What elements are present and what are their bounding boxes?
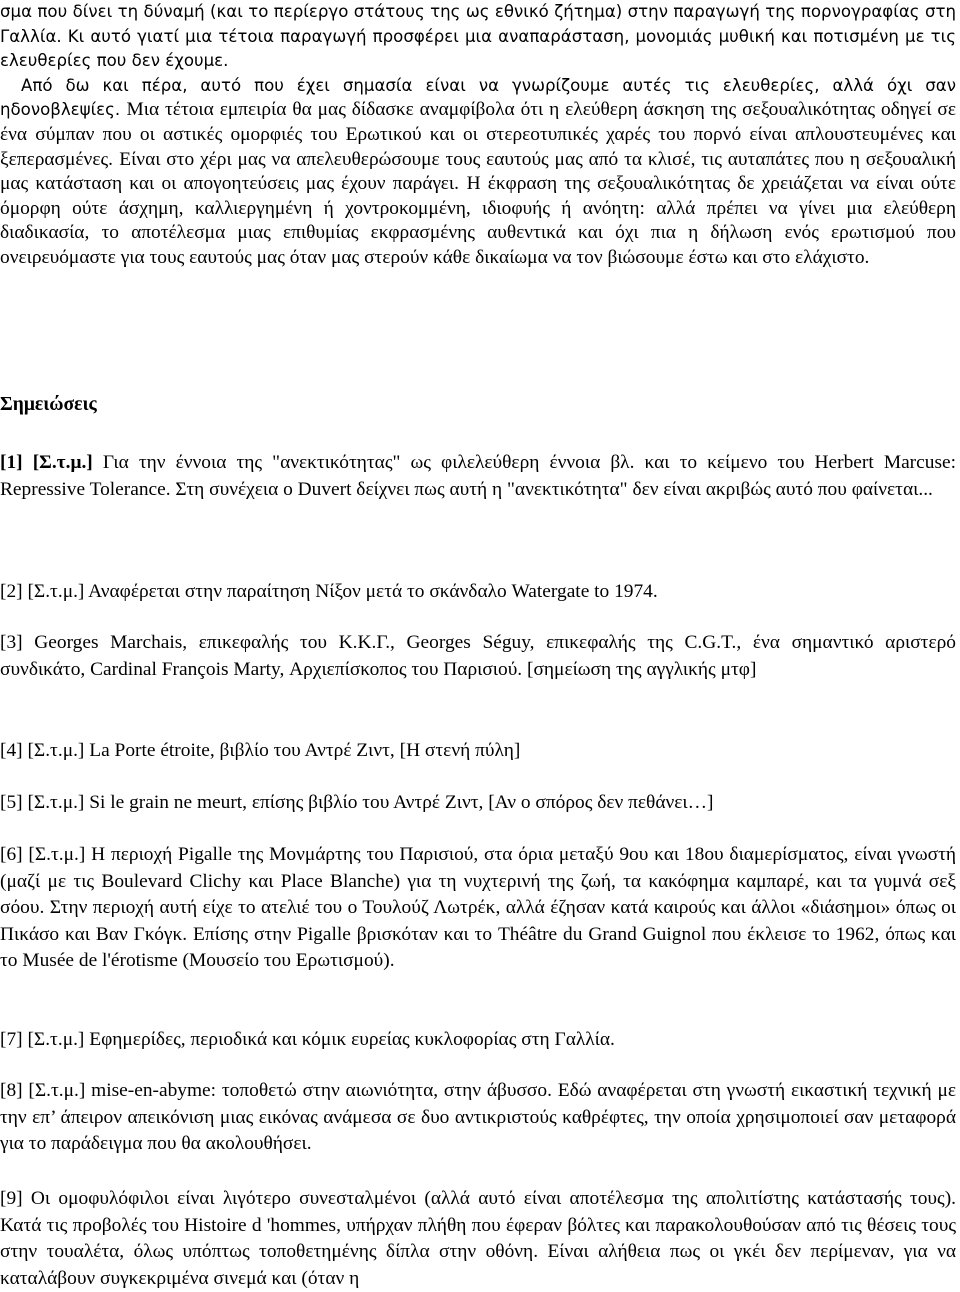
footnote-ref: [7] [Σ.τ.μ.] xyxy=(0,1029,85,1050)
footnote-text: Si le grain ne meurt, επίσης βιβλίο του Αντρέ Ζιντ, [Αν ο σπόρος δεν πεθάνει…] xyxy=(84,792,714,813)
footnote-9 xyxy=(0,1186,960,1292)
notes-heading: Σημειώσεις xyxy=(0,394,97,415)
footnote-6 xyxy=(0,842,960,975)
footnote-ref: [9] xyxy=(0,1188,23,1209)
footnote-text: Οι ομοφυλόφιλοι είναι λιγότερο συνεσταλμένοι (αλλά αυτό είναι αποτέλεσμα της απολιτίστης κατάστασής τους). Κατά τις προβολές του Histoire d 'hommes, υπήρχαν πλήθη που έφεραν βόλτες και παρακολουθούσαν από τις θέσεις τους στην τουαλέτα, όλως υπόπτως τοποθετημένης δίπλα στην οθόνη. Είναι αλήθεια πως οι γκέι δεν περίμεναν, για να καταλάβουν συγκεκριμένα σινεμά και (όταν η xyxy=(0,1188,956,1289)
footnote-text: La Porte étroite, βιβλίο του Αντρέ Ζιντ, [Η στενή πύλη] xyxy=(84,740,521,761)
paragraph-2-sans: Από δω και πέρα, αυτό που έχει σημασία είναι να γνωρίζουμε αυτές τις ελευθερίες, αλλά όχι σαν ηδονοβλεψίες. xyxy=(0,75,956,120)
footnote-7 xyxy=(0,1027,960,1054)
footnote-text: Εφημερίδες, περιοδικά και κόμικ ευρείας κυκλοφορίας στη Γαλλία. xyxy=(84,1029,615,1050)
footnote-ref: [2] [Σ.τ.μ.] xyxy=(0,581,85,602)
footnote-ref: [8] [Σ.τ.μ.] xyxy=(0,1080,86,1101)
footnote-text: Αναφέρεται στην παραίτηση Νίξον μετά το σκάνδαλο Watergate to 1974. xyxy=(84,581,658,602)
footnote-2 xyxy=(0,579,960,606)
footnote-4 xyxy=(0,738,960,765)
footnote-text: Georges Marchais, επικεφαλής του Κ.Κ.Γ., Georges Séguy, επικεφαλής της C.G.T., ένα σημαντικό αριστερό συνδικάτο, Cardinal François Marty, Αρχιεπίσκοπος του Παρισιού. [σημείωση της αγγλικής μτφ] xyxy=(0,632,956,680)
footnote-text: Για την έννοια της "ανεκτικότητας" ως φιλελεύθερη έννοια βλ. και το κείμενο του Herbert Marcuse: Repressive Tolerance. Στη συνέχεια ο Duvert δείχνει πως αυτή η "ανεκτικότητα" δεν είναι ακριβώς αυτό που φαίνεται... xyxy=(0,452,956,500)
footnote-text: mise-en-abyme: τοποθετώ στην αιωνιότητα, στην άβυσσο. Εδώ αναφέρεται στη γνωστή εικαστική τεχνική με την επ’ άπειρον απεικόνιση μιας εικόνας ανάμεσα σε δυο αντικριστούς καθρέφτες, την οποία χρησιμοποιεί σαν μεταφορά για το παράδειγμα που θα ακολουθήσει. xyxy=(0,1080,957,1155)
paragraph-3: Είναι στο χέρι μας να απελευθερώσουμε τους εαυτούς μας από τα κλισέ, τις αυταπάτες που η σεξουαλική μας κατάσταση και οι απογοητεύσεις μας έχουν παράγει. xyxy=(0,148,956,195)
footnote-ref: [3] xyxy=(0,632,23,653)
body-text xyxy=(0,0,960,271)
footnote-ref: [6] [Σ.τ.μ.] xyxy=(0,844,86,865)
footnote-3 xyxy=(0,630,960,683)
footnote-8 xyxy=(0,1078,960,1158)
paragraph-2 xyxy=(0,74,960,271)
footnote-5 xyxy=(0,790,960,817)
footnote-ref: [4] [Σ.τ.μ.] xyxy=(0,740,85,761)
paragraph-1: σμα που δίνει τη δύναμή (και το περίεργο στάτους της ως εθνικό ζήτημα) στην παραγωγή της πορνογραφίας στη Γαλλία. Κι αυτό γιατί μια τέτοια παραγωγή προσφέρει μια αναπαράσταση, μονομιάς μυθική και ποτισμένη με τις ελευθερίες που δεν έχουμε. xyxy=(0,2,956,71)
footnote-text: Η περιοχή Pigalle της Μονμάρτης του Παρισιού, στα όρια μεταξύ 9ου και 18ου διαμερίσματος, είναι γνωστή (μαζί με τις Boulevard Clichy και Place Blanche) για τη νυχτερινή της ζωή, τα κακόφημα καμπαρέ, και τα γυμνά σεξ σόου. Στην περιοχή αυτή είχε το ατελιέ του ο Τουλούζ Λωτρέκ, αλλά έζησαν κατά καιρούς και άλλοι «διάσημοι» όπως οι Πικάσο και Βαν Γκόγκ. Επίσης στην Pigalle βρισκόταν και το Théâtre du Grand Guignol που έκλεισε το 1962, όπως και το Musée de l'érotisme (Μουσείο του Ερωτισμού). xyxy=(0,844,956,972)
paragraph-4: Η έκφραση της σεξουαλικότητας δε χρειάζεται να είναι ούτε όμορφη ούτε άσχημη, καλλιεργημένη ή χοντροκομμένη, ιδιοφυής ή ανόητη: αλλά πρέπει να γίνει μια ελεύθερη διαδικασία, το αποτέλεσμα μιας επιθυμίας εκφρασμένης αυθεντικά και όχι πια η δήλωση ενός ερωτισμού που ονειρευόμαστε για τους εαυτούς μας όταν μας στερούν κάθε δικαίωμα να τον βιώσουμε έστω και στο ελάχιστο. xyxy=(0,173,956,268)
footnote-ref: [1] [Σ.τ.μ.] xyxy=(0,452,93,473)
paragraph-2-serif: Μια τέτοια εμπειρία θα μας δίδασκε αναμφίβολα ότι η ελεύθερη άσκηση της σεξουαλικότητας οδηγεί σε ένα σύμπαν που οι αστικές ομορφιές του Ερωτικού και οι στερεοτυπικές χαρές του πορνό είναι απλουστευμένες και ξεπερασμένες. xyxy=(0,99,957,170)
footnote-ref: [5] [Σ.τ.μ.] xyxy=(0,792,85,813)
footnote-1 xyxy=(0,450,960,503)
